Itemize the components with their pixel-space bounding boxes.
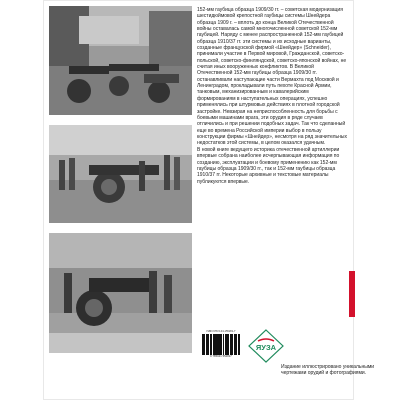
- paragraph-illustrations: Издание иллюстрировано уникальными чертежами орудий и фотографиями.: [281, 364, 375, 377]
- barcode-digits: 9 785041 552817: [210, 355, 232, 358]
- paragraph-book-info: В новой книге ведущего историка отечественной артиллерии впервые собрана наиболее исчерпывающая информация по созданию, эксплуатации и боевому применению как 152-мм гаубицы образца 1909/30 гг., так и 152-мм гаубицы образца 1910/37 гг. Некоторые архивные и текстовые материалы публикуются впервые.: [197, 146, 340, 185]
- paragraph-main: 152-мм гаубица образца 1909/30 гг. – советская модернизация шестидюймовой крепостной гаубицы системы Шнейдера образца 1909 г. – вплоть до конца Великой Отечественной войны оставалась самой многочисленной советской 152-мм гаубицей. Наряду с менее распространенной 152-мм гаубицей образца 1910/37 гг. эти системы и их исходные варианты, созданные французской фирмой «Шнейдер» (Schneider), принимали участие в Первой мировой, Гражданской, советско-польской, советско-финляндской, советско-японской войнах, не считая иных вооруженных конфликтов. В Великой Отечественной 152-мм гаубицы образца 1909/30 гг. останавливали наступающие части Вермахта под Москвой и Ленинградом, прокладывали путь пехоте Красной Армии, танковым, механизированным и кавалерийским формированиям в наступательных операциях, успешно применялись при штурмовых действиях в плотной городской застройке. Невзирая на неприспособленность для борьбы с боевыми машинами врага, эти орудия в ряде случаев отличились и при решении подобных задач. Так что сделанный еще во времена Российской империи выбор в пользу конструкции фирмы «Шнейдер», несмотря на ряд значительных недостатков этой системы, в целом оказался удачным.: [197, 7, 347, 147]
- description-text: [197, 7, 348, 185]
- accent-bar: [349, 271, 355, 317]
- isbn-barcode: [199, 330, 243, 361]
- barcode-bar: [239, 334, 240, 355]
- photo-howitzers-parade: [49, 6, 192, 115]
- isbn-label: ISBN 978-5-04-155281-7: [206, 330, 236, 333]
- publisher-logo: [248, 329, 284, 363]
- barcode-bars: [202, 334, 240, 355]
- bottom-note: [281, 364, 391, 377]
- photo-howitzer-crew: [49, 125, 192, 223]
- book-back-cover: [43, 0, 375, 400]
- photo-howitzer-in-field: [49, 233, 192, 353]
- publisher-logo-text: ЯУЗА: [255, 343, 277, 352]
